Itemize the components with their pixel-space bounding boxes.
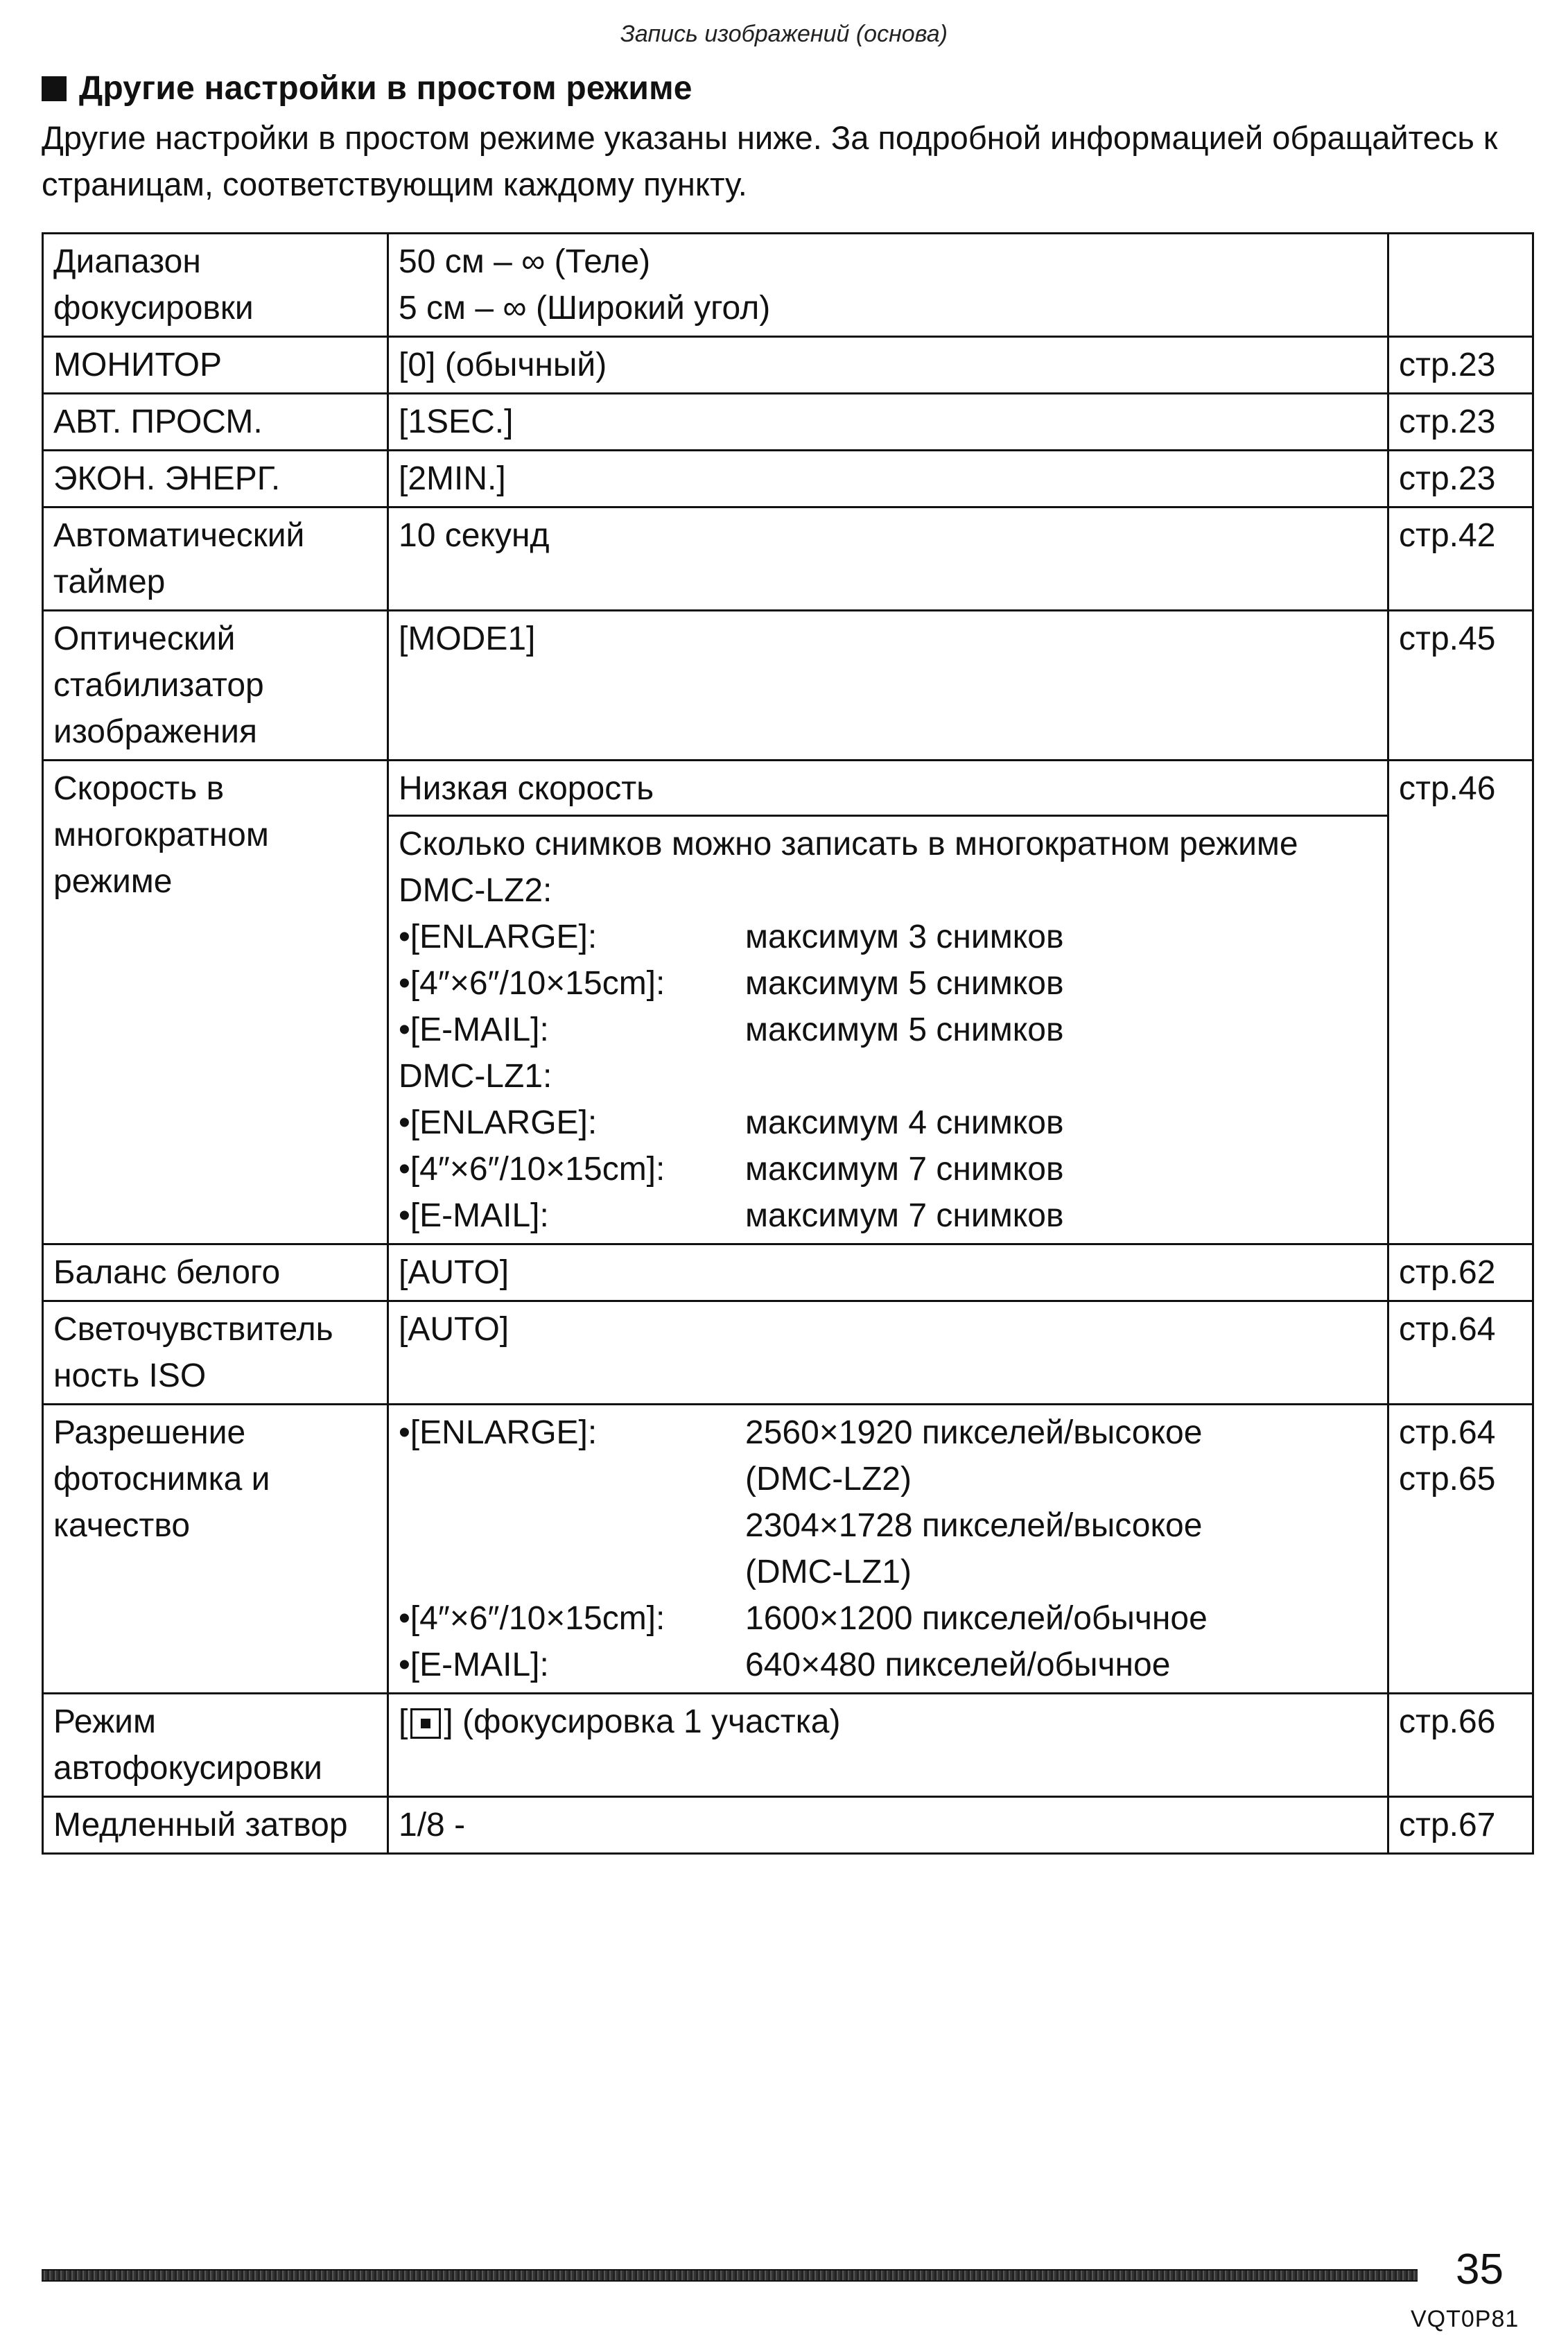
section-intro: Другие настройки в простом режиме указаны ниже. За подробной информацией обращайтесь к страницам, соответствующим каждому пункту. xyxy=(42,119,1498,202)
page-reference: стр.45 xyxy=(1388,611,1533,761)
page-reference xyxy=(1388,1405,1533,1694)
list-item xyxy=(399,960,1379,1007)
setting-value: 1/8 - xyxy=(388,1797,1388,1854)
setting-name: Диапазон фокусировки xyxy=(43,234,388,337)
model-label: DMC-LZ2: xyxy=(399,872,552,909)
size-option: •[E-MAIL]: xyxy=(399,1197,549,1234)
setting-name: ЭКОН. ЭНЕРГ. xyxy=(43,451,388,507)
setting-value: [1SEC.] xyxy=(388,394,1388,451)
list-item xyxy=(399,1192,1379,1239)
resolution-value xyxy=(745,1409,1379,1595)
table-row xyxy=(43,507,1533,611)
setting-value xyxy=(388,1405,1388,1694)
list-item xyxy=(399,1007,1379,1053)
af-mode-text: ] (фокусировка 1 участка) xyxy=(444,1703,841,1740)
setting-name: Оптический стабилизатор изображения xyxy=(43,611,388,761)
table-row xyxy=(43,1694,1533,1797)
table-row xyxy=(43,761,1533,1244)
size-option: •[4″×6″/10×15cm]: xyxy=(399,1600,665,1637)
value-line: 50 см – ∞ (Теле) xyxy=(399,243,651,280)
table-row xyxy=(43,1405,1533,1694)
list-item xyxy=(399,1146,1379,1192)
model-label: DMC-LZ1: xyxy=(399,1058,552,1095)
page-reference: стр.66 xyxy=(1388,1694,1533,1797)
size-option: •[4″×6″/10×15cm]: xyxy=(399,1151,665,1188)
cell-divider xyxy=(389,815,1387,817)
page-reference-line: стр.65 xyxy=(1399,1461,1496,1498)
resolution-model: (DMC-LZ2) xyxy=(745,1461,912,1498)
setting-value xyxy=(388,761,1388,1244)
setting-value: [AUTO] xyxy=(388,1301,1388,1405)
burst-speed: Низкая скорость xyxy=(399,770,654,807)
list-item xyxy=(399,1100,1379,1146)
list-item xyxy=(399,914,1379,960)
table-row xyxy=(43,1244,1533,1301)
max-shots: максимум 7 снимков xyxy=(745,1151,1064,1188)
setting-name: Разрешение фотоснимка и качество xyxy=(43,1405,388,1694)
setting-name: Режим автофокусировки xyxy=(43,1694,388,1797)
setting-value: [AUTO] xyxy=(388,1244,1388,1301)
table-row xyxy=(43,611,1533,761)
setting-value: [MODE1] xyxy=(388,611,1388,761)
running-head: Запись изображений (основа) xyxy=(620,21,948,47)
max-shots: максимум 7 снимков xyxy=(745,1197,1064,1234)
size-option: •[ENLARGE]: xyxy=(399,919,598,955)
section-title: Другие настройки в простом режиме xyxy=(79,70,692,107)
page-reference: стр.42 xyxy=(1388,507,1533,611)
resolution-model: (DMC-LZ1) xyxy=(745,1554,912,1590)
setting-name: Медленный затвор xyxy=(43,1797,388,1854)
table-row xyxy=(43,1797,1533,1854)
setting-value: [0] (обычный) xyxy=(388,337,1388,394)
page-reference: стр.23 xyxy=(1388,394,1533,451)
setting-name: Баланс белого xyxy=(43,1244,388,1301)
size-option: •[ENLARGE]: xyxy=(399,1414,598,1451)
size-option: •[4″×6″/10×15cm]: xyxy=(399,965,665,1002)
table-row xyxy=(43,337,1533,394)
setting-value xyxy=(388,234,1388,337)
section-heading xyxy=(42,69,692,107)
setting-name: АВТ. ПРОСМ. xyxy=(43,394,388,451)
size-option: •[E-MAIL]: xyxy=(399,1012,549,1048)
max-shots: максимум 5 снимков xyxy=(745,965,1064,1002)
setting-value: [2MIN.] xyxy=(388,451,1388,507)
page-reference: стр.23 xyxy=(1388,451,1533,507)
setting-value xyxy=(388,1694,1388,1797)
max-shots: максимум 3 снимков xyxy=(745,919,1064,955)
settings-table xyxy=(42,232,1534,1855)
page-reference: стр.62 xyxy=(1388,1244,1533,1301)
resolution-line: 1600×1200 пикселей/обычное xyxy=(745,1600,1208,1637)
max-shots: максимум 5 снимков xyxy=(745,1012,1064,1048)
page-reference: стр.67 xyxy=(1388,1797,1533,1854)
resolution-line: 2560×1920 пикселей/высокое xyxy=(745,1414,1203,1451)
size-option: •[ENLARGE]: xyxy=(399,1104,598,1141)
table-row xyxy=(43,451,1533,507)
setting-name: Автоматический таймер xyxy=(43,507,388,611)
value-line: 5 см – ∞ (Широкий угол) xyxy=(399,290,771,327)
black-square-icon xyxy=(42,76,67,101)
list-item xyxy=(399,1595,1379,1642)
page-reference-line: стр.64 xyxy=(1399,1414,1496,1451)
resolution-line: 640×480 пикселей/обычное xyxy=(745,1647,1171,1683)
page-number: 35 xyxy=(1456,2246,1504,2293)
af-1-area-icon xyxy=(410,1708,441,1739)
setting-name: МОНИТОР xyxy=(43,337,388,394)
table-row xyxy=(43,234,1533,337)
bracket-open: [ xyxy=(399,1703,408,1740)
setting-name: Скорость в многократном режиме xyxy=(43,761,388,1244)
setting-value: 10 секунд xyxy=(388,507,1388,611)
page-reference xyxy=(1388,234,1533,337)
table-row xyxy=(43,394,1533,451)
setting-name: Светочувствитель ность ISO xyxy=(43,1301,388,1405)
size-option: •[E-MAIL]: xyxy=(399,1647,549,1683)
model-code: VQT0P81 xyxy=(1411,2306,1519,2332)
page-reference: стр.23 xyxy=(1388,337,1533,394)
page-reference: стр.64 xyxy=(1388,1301,1533,1405)
list-item xyxy=(399,1642,1379,1688)
page-reference: стр.46 xyxy=(1388,761,1533,1244)
burst-caption: Сколько снимков можно записать в многократном режиме xyxy=(399,826,1298,862)
resolution-line: 2304×1728 пикселей/высокое xyxy=(745,1507,1203,1544)
max-shots: максимум 4 снимков xyxy=(745,1104,1064,1141)
footer-rule xyxy=(42,2269,1418,2282)
table-row xyxy=(43,1301,1533,1405)
list-item xyxy=(399,1409,1379,1595)
